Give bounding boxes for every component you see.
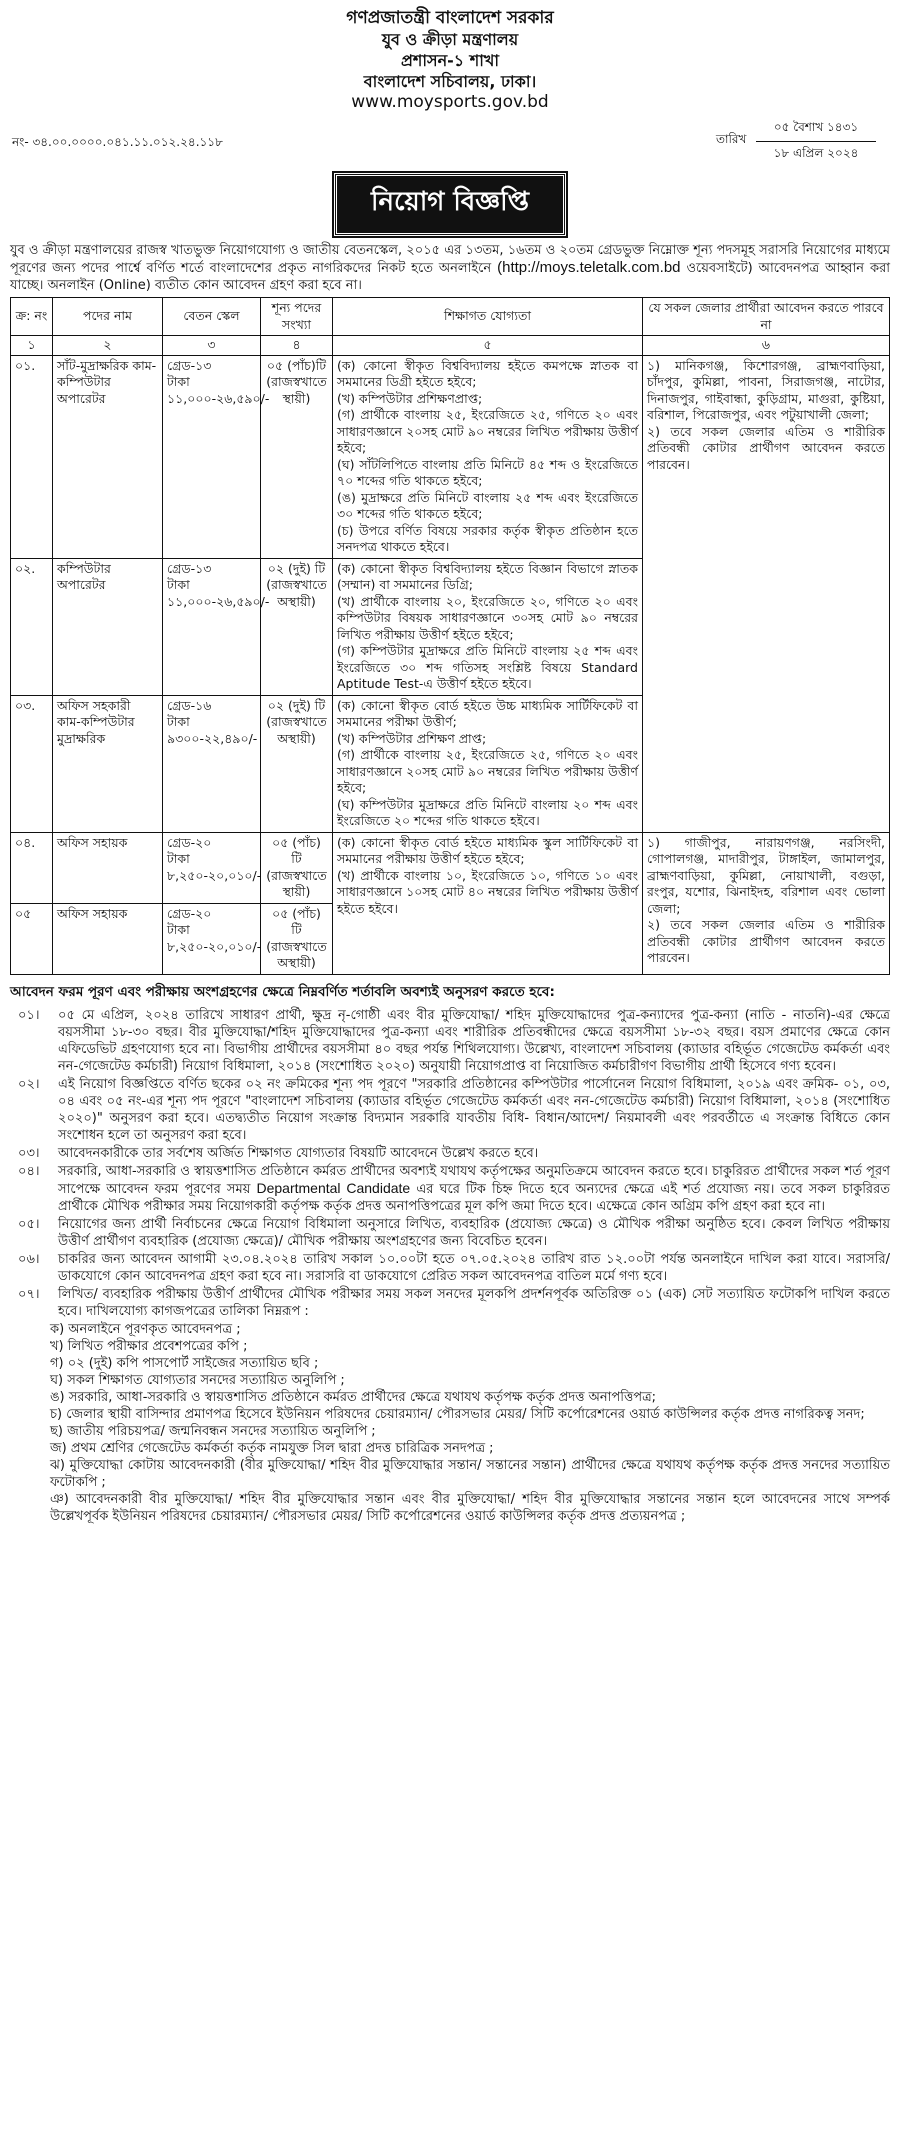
col-header-post: পদের নাম bbox=[53, 298, 163, 336]
table-header-row bbox=[11, 298, 890, 336]
col-header-sl: ক্র: নং bbox=[11, 298, 53, 336]
condition-item bbox=[10, 1163, 890, 1215]
branch-name: প্রশাসন-১ শাখা bbox=[400, 51, 500, 70]
condition-number: ০৭। bbox=[18, 1286, 40, 1302]
post-name: কম্পিউটার অপারেটর bbox=[53, 558, 163, 695]
quota-exception: ২) তবে সকল জেলার এতিম ও শারীরিক প্রতিবন্ধী কোটার প্রার্থীগণ আবেদন করতে পারবেন। bbox=[647, 917, 885, 965]
qualification-item: (ক) কোনো স্বীকৃত বোর্ড হইতে উচ্চ মাধ্যমিক সার্টিফিকেট বা সমমানের পরীক্ষা উত্তীর্ণ; bbox=[337, 697, 638, 729]
website-link[interactable]: www.moysports.gov.bd bbox=[351, 92, 549, 112]
document-list-item: ঞ) আবেদনকারী বীর মুক্তিযোদ্ধা/ শহিদ বীর মুক্তিযোদ্ধার সন্তান এবং বীর মুক্তিযোদ্ধা/ শহিদ বীর মুক্তিযোদ্ধার সন্তানের সন্তান হলে আবেদনের সাথে সম্পর্ক উল্লেখপূর্বক ইউনিয়ন পরিষদের চেয়ারম্যান/ পৌরসভার মেয়র/ সিটি কর্পোরেশনের ওয়ার্ড কাউন্সিলর কর্তৃক প্রদত্ত প্রত্যয়নপত্র ; bbox=[50, 1491, 890, 1524]
condition-text: চাকরির জন্য আবেদন আগামী ২৩.০৪.২০২৪ তারিখ সকাল ১০.০০টা হতে ০৭.০৫.২০২৪ তারিখ রাত ১২.০০টা পর্যন্ত অনলাইনে দাখিল করা যাবে। সরাসরি/ ডাকযোগে কোন আবেদনপত্র গ্রহণ করা হবে না। সরাসরি বা ডাকযোগে প্রেরিত সকল আবেদনপত্র বাতিল মর্মে গণ্য হবে। bbox=[58, 1251, 890, 1284]
document-list-item: ঝ) মুক্তিযোদ্ধা কোটায় আবেদনকারী (বীর মুক্তিযোদ্ধা/ শহিদ বীর মুক্তিযোদ্ধার সন্তান/ সন্তানের সন্তান) প্রার্থীদের ক্ষেত্রে যথাযথ কর্তৃপক্ষ কর্তৃক প্রদত্ত সনদের সত্যায়িত ফটোকপি ; bbox=[50, 1457, 890, 1490]
document-list-item: ঙ) সরকারি, আধা-সরকারি ও স্বায়ত্তশাসিত প্রতিষ্ঠানে কর্মরত প্রার্থীদের ক্ষেত্রে যথাযথ কর্তৃপক্ষ কর্তৃক প্রদত্ত অনাপত্তিপত্র; bbox=[50, 1389, 657, 1405]
col-number: ৩ bbox=[163, 336, 261, 356]
grade: গ্রেড-২০ bbox=[167, 905, 212, 921]
grade: গ্রেড-১৩ bbox=[167, 357, 212, 373]
intro-text: যুব ও ক্রীড়া মন্ত্রণালয়ের রাজস্ব খাতভুক্ত নিয়োগযোগ্য ও জাতীয় বেতনস্কেল, ২০১৫ এর ১৩তম, ১৬তম ও ২০তম গ্রেডভুক্ত নিম্নোক্ত শূন্য পদসমূহ সরাসরি নিয়োগের মাধ্যমে পূরণের জন্য পদের পার্শ্বে বর্ণিত শর্তে বাংলাদেশের প্রকৃত নাগরিকদের নিকট হতে অনলাইনে bbox=[10, 243, 890, 276]
document-list-item: খ) লিখিত পরীক্ষার প্রবেশপত্রের কপি ; bbox=[50, 1338, 248, 1354]
vacancy-type: (রাজস্বখাতে অস্থায়ী) bbox=[266, 714, 327, 746]
qualification-cell bbox=[333, 355, 643, 558]
pay-range: টাকা ১১,০০০-২৬,৫৯০/- bbox=[167, 577, 270, 609]
col-header-restricted-districts: যে সকল জেলার প্রার্থীরা আবেদন করতে পারবে না bbox=[643, 298, 890, 336]
qualification-item: (খ) প্রার্থীকে বাংলায় ২০, ইংরেজিতে ২০, গণিতে ২০ এবং কম্পিউটার বিষয়ক সাধারণজ্ঞানে ৩০সহ মোট ৯০ নম্বরের লিখিত পরীক্ষায় উত্তীর্ণ হইতে হইবে; bbox=[337, 593, 638, 642]
vacancy-type: (রাজস্বখাতে স্থায়ী) bbox=[266, 374, 327, 406]
intro-text-end: ওয়েবসাইটে) আবেদনপত্র আহ্বান করা যাচ্ছে। অনলাইন (Online) ব্যতীত কোন আবেদন গ্রহণ করা হবে না। bbox=[10, 261, 890, 293]
table-row bbox=[11, 832, 890, 903]
date-label: তারিখ bbox=[716, 132, 747, 146]
column-number-row bbox=[11, 336, 890, 356]
notice-title-banner: নিয়োগ বিজ্ঞপ্তি bbox=[334, 173, 566, 236]
condition-text-part: এর ঘরে টিক চিহ্ন দিতে হবে অন্যদের ক্ষেত্রে এই শর্ত প্রযোজ্য নয়। তবে সকল চাকুরিরত প্রার্থীকে মৌখিক পরীক্ষার সময় নিয়োগকারী কর্তৃপক্ষ কর্তৃক প্রদত্ত অনাপত্তিপত্রের মূল কপি জমা দিতে হবে। এক্ষেত্রে কোন অগ্রিম কপি গ্রহণ করা হবে না। bbox=[58, 1181, 890, 1214]
qualification-item: (চ) উপরে বর্ণিত বিষয়ে সরকার কর্তৃক স্বীকৃত প্রতিষ্ঠান হতে সনদপত্র থাকতে হইবে। bbox=[337, 522, 638, 554]
restricted-districts-list: ১) গাজীপুর, নারায়ণগঞ্জ, নরসিংদী, গোপালগঞ্জ, মাদারীপুর, টাঙ্গাইল, জামালপুর, ব্রাহ্মণবাড়িয়া, কুমিল্লা, নোয়াখালী, বগুড়া, রংপুর, যশোর, ঝিনাইদহ, বরিশাল এবং ভোলা জেলা; bbox=[647, 834, 885, 916]
condition-text: আবেদনকারীকে তার সর্বশেষ অর্জিত শিক্ষাগত যোগ্যতার বিষয়টি আবেদনে উল্লেখ করতে হবে। bbox=[58, 1145, 539, 1161]
government-name: গণপ্রজাতন্ত্রী বাংলাদেশ সরকার bbox=[346, 8, 554, 28]
qualification-item: (গ) প্রার্থীকে বাংলায় ২৫, ইংরেজিতে ২৫, গণিতে ২০ এবং সাধারণজ্ঞানে ২০সহ মোট ৯০ নম্বরের লিখিত পরীক্ষায় উত্তীর্ণ হইবে; bbox=[337, 407, 638, 455]
conditions-title: আবেদন ফরম পূরণ এবং পরীক্ষায় অংশগ্রহণের ক্ষেত্রে নিম্নবর্ণিত শর্তাবলি অবশ্যই অনুসরণ করতে হবে: bbox=[10, 983, 555, 1000]
vacancy-count bbox=[261, 558, 333, 695]
document-list-item: ছ) জাতীয় পরিচয়পত্র/ জন্মনিবন্ধন সনদের সত্যায়িত অনুলিপি ; bbox=[50, 1423, 376, 1439]
condition-number: ০৪। bbox=[18, 1163, 40, 1179]
condition-text: লিখিত/ ব্যবহারিক পরীক্ষায় উত্তীর্ণ প্রার্থীদের মৌখিক পরীক্ষার সময় সকল সনদের মূলকপি প্রদর্শনপূর্বক অতিরিক্ত ০১ (এক) সেট সত্যায়িত ফটোকপি দাখিল করতে হবে। দাখিলযোগ্য কাগজপত্রের তালিকা নিম্নরূপ : bbox=[58, 1286, 890, 1319]
document-list-item: জ) প্রথম শ্রেণির গেজেটেড কর্মকর্তা কর্তৃক নামযুক্ত সিল দ্বারা প্রদত্ত চারিত্রিক সনদপত্র ; bbox=[50, 1440, 494, 1456]
post-name: অফিস সহায়ক bbox=[53, 832, 163, 903]
qualification-item: (গ) কম্পিউটার মুদ্রাক্ষরে প্রতি মিনিটে বাংলায় ২৫ শব্দ এবং ইংরেজিতে ৩০ শব্দ গতিসহ সংশ্লিষ্ট বিষয়ে Standard Aptitude Test-এ উত্তীর্ণ হইতে হইবে। bbox=[337, 643, 638, 691]
qualification-item: (ঘ) সাঁটলিপিতে বাংলায় প্রতি মিনিটে ৪৫ শব্দ ও ইংরেজিতে ৭০ শব্দের গতি থাকতে হইবে; bbox=[337, 456, 638, 488]
intro-paragraph bbox=[10, 242, 890, 294]
condition-text: নিয়োগের জন্য প্রার্থী নির্বাচনের ক্ষেত্রে নিয়োগ বিধিমালা অনুসারে লিখিত, ব্যবহারিক (প্রযোজ্য ক্ষেত্রে) ও মৌখিক পরীক্ষা অনুষ্ঠিত হবে। কেবল লিখিত পরীক্ষায় উত্তীর্ণ প্রার্থীগণ ব্যবহারিক (প্রযোজ্য ক্ষেত্রে)/ মৌখিক পরীক্ষায় অংশগ্রহণের জন্য বিবেচিত হবেন। bbox=[58, 1216, 890, 1249]
vacancy-count bbox=[261, 695, 333, 832]
condition-text-part: সরকারি, আধা-সরকারি ও স্বায়ত্তশাসিত প্রতিষ্ঠানে কর্মরত প্রার্থীদের অবশ্যই যথাযথ কর্তৃপক্ষের অনুমতিক্রমে আবেদন করতে হবে। চাকুরিরত প্রার্থীদের সকল শর্ত পূরণ সাপেক্ষে আবেদন ফরম পূরণের সময় bbox=[58, 1163, 890, 1197]
office-location: বাংলাদেশ সচিবালয়, ঢাকা। bbox=[363, 72, 537, 91]
vacancy-number: ০২ (দুই) টি bbox=[267, 560, 326, 576]
serial-number: ০২. bbox=[11, 558, 53, 695]
restricted-districts-list: ১) মানিকগঞ্জ, কিশোরগঞ্জ, ব্রাহ্মণবাড়িয়া, চাঁদপুর, কুমিল্লা, পাবনা, সিরাজগঞ্জ, নাটোর, দিনাজপুর, গাইবান্ধা, কুড়িগ্রাম, মাগুরা, কুষ্টিয়া, বরিশাল, পিরোজপুর, এবং পটুয়াখালী জেলা; bbox=[647, 357, 885, 422]
condition-text: এই নিয়োগ বিজ্ঞপ্তিতে বর্ণিত ছকের ০২ নং ক্রমিকের শূন্য পদ পূরণে "সরকারি প্রতিষ্ঠানের কম্পিউটার পার্সোনেল নিয়োগ বিধিমালা, ২০১৯ এবং ক্রমিক- ০১, ০৩, ০৪ এবং ০৫ নং-এর শূন্য পদ পূরণে "বাংলাদেশ সচিবালয় (ক্যাডার বহির্ভূত গেজেটেড কর্মকর্তা এবং নন-গেজেটেড কর্মচারী) নিয়োগ বিধিমালা, ২০১৪ (সংশোধিত ২০২০)" অনুসরণ করা হবে। এতদ্ব্যতীত নিয়োগ সংক্রান্ত বিদ্যমান সরকারি যাবতীয় বিধি- বিধান/আদেশ/ নিয়মাবলী এবং পরবর্তীতে এ সংক্রান্ত বিধিতে কোন সংশোধন হলে তা অনুসরণ করা হবে। bbox=[58, 1076, 890, 1143]
vacancy-type: (রাজস্বখাতে অস্থায়ী) bbox=[266, 577, 327, 609]
pay-scale bbox=[163, 695, 261, 832]
pay-range: টাকা ৮,২৫০-২০,০১০/- bbox=[167, 922, 262, 954]
grade: গ্রেড-১৩ bbox=[167, 560, 212, 576]
vacancy-count bbox=[261, 903, 333, 974]
reference-number: নং- ৩৪.০০.০০০০.০৪১.১১.০১২.২৪.১১৮ bbox=[12, 135, 223, 149]
ministry-name: যুব ও ক্রীড়া মন্ত্রণালয় bbox=[381, 30, 519, 49]
document-list-item: গ) ০২ (দুই) কপি পাসপোর্ট সাইজের সত্যায়িত ছবি ; bbox=[50, 1355, 319, 1371]
document-list-item: ক) অনলাইনে পূরণকৃত আবেদনপত্র ; bbox=[50, 1321, 241, 1337]
qualification-item: (ক) কোনো স্বীকৃত বিশ্ববিদ্যালয় হইতে বিজ্ঞান বিভাগে স্নাতক (সম্মান) বা সমমানের ডিগ্রি; bbox=[337, 560, 638, 592]
condition-number: ০৩। bbox=[18, 1145, 40, 1161]
document-list-item: ঘ) সকল শিক্ষাগত যোগ্যতার সনদের সত্যায়িত অনুলিপি ; bbox=[50, 1372, 345, 1388]
qualification-item: (ক) কোনো স্বীকৃত বোর্ড হইতে মাধ্যমিক স্কুল সার্টিফিকেট বা সমমানের পরীক্ষায় উত্তীর্ণ হইতে হইবে; bbox=[337, 834, 638, 866]
qualification-item: (খ) কম্পিউটার প্রশিক্ষণপ্রাপ্ত; bbox=[337, 390, 483, 406]
col-number: ২ bbox=[53, 336, 163, 356]
qualification-cell bbox=[333, 695, 643, 832]
pay-scale bbox=[163, 558, 270, 695]
condition-item bbox=[10, 1251, 890, 1285]
condition-item bbox=[10, 1076, 890, 1144]
vacancy-number: ০৫ (পাঁচ) টি bbox=[272, 905, 321, 937]
col-number: ৪ bbox=[261, 336, 333, 356]
qualification-cell bbox=[333, 832, 643, 974]
condition-number: ০৫। bbox=[18, 1216, 40, 1232]
vacancy-count bbox=[261, 355, 333, 558]
conditions-list bbox=[10, 1007, 890, 1525]
grade: গ্রেড-২০ bbox=[167, 834, 212, 850]
qualification-item: (ক) কোনো স্বীকৃত বিশ্ববিদ্যালয় হইতে কমপক্ষে স্নাতক বা সমমানের ডিগ্রী হইতে হইবে; bbox=[337, 357, 638, 389]
col-number: ৫ bbox=[333, 336, 643, 356]
condition-item bbox=[10, 1286, 890, 1320]
vacancy-number: ০২ (দুই) টি bbox=[267, 697, 326, 713]
departmental-candidate-term: Departmental Candidate bbox=[256, 1179, 411, 1196]
post-name: অফিস সহকারী কাম-কম্পিউটার মুদ্রাক্ষরিক bbox=[53, 695, 163, 832]
qualification-item: (ঘ) কম্পিউটার মুদ্রাক্ষরে প্রতি মিনিটে বাংলায় ২০ শব্দ এবং ইংরেজিতে ২০ শব্দের গতি থাকতে হইবে। bbox=[337, 796, 638, 828]
condition-item bbox=[10, 1007, 890, 1075]
condition-text: ০৫ মে এপ্রিল, ২০২৪ তারিখে সাধারণ প্রার্থী, ক্ষুদ্র নৃ-গোষ্ঠী এবং বীর মুক্তিযোদ্ধা/ শহিদ মুক্তিযোদ্ধাদের পুত্র-কন্যাদের পুত্র-কন্যা (নাতি - নাতনি)-এর ক্ষেত্রে বয়সসীমা ১৮-৩০ বছর। বীর মুক্তিযোদ্ধা/শহিদ মুক্তিযোদ্ধাদের পুত্র-কন্যা এবং শারীরিক প্রতিবন্ধীদের ক্ষেত্রে বয়সসীমা ১৮-৩২ বছর। বয়স প্রমাণের ক্ষেত্রে কোন এফিডেভিট গ্রহণযোগ্য হবে না। বিভাগীয় প্রার্থীদের বয়সসীমা ৪০ বছর পর্যন্ত শিথিলযোগ্য। উল্লেখ্য, বাংলাদেশ সচিবালয় (ক্যাডার বহির্ভূত গেজেটেড কর্মকর্তা এবং নন-গেজেটেড কর্মচারী) নিয়োগ বিধিমালা, ২০১৪ (সংশোধিত ২০২০) অনুযায়ী নিয়োগপ্রাপ্ত বা নিয়োজিত কর্মচারীগণ বিভাগীয় প্রার্থী হিসেবে গণ্য হবেন। bbox=[58, 1007, 890, 1074]
qualification-item: (গ) প্রার্থীকে বাংলায় ২৫, ইংরেজিতে ২৫, গণিতে ২০ এবং সাধারণজ্ঞানে ২০সহ মোট ৯০ নম্বরের লিখিত পরীক্ষায় উত্তীর্ণ হইবে; bbox=[337, 747, 638, 795]
quota-exception: ২) তবে সকল জেলার এতিম ও শারীরিক প্রতিবন্ধী কোটার প্রার্থীগণ আবেদন করতে পারবেন। bbox=[647, 423, 885, 472]
pay-range: টাকা ৯৩০০-২২,৪৯০/- bbox=[167, 714, 258, 746]
serial-number: ০৪. bbox=[11, 832, 53, 903]
col-number: ৬ bbox=[643, 336, 890, 356]
memo-row bbox=[10, 113, 890, 163]
pay-range: টাকা ১১,০০০-২৬,৫৯০/- bbox=[167, 374, 270, 406]
teletalk-link[interactable]: (http://moys.teletalk.com.bd bbox=[497, 259, 681, 276]
col-header-pay: বেতন স্কেল bbox=[163, 298, 261, 336]
col-header-qualification: শিক্ষাগত যোগ্যতা bbox=[333, 298, 643, 336]
vacancy-table bbox=[10, 297, 890, 975]
vacancy-number: ০৫ (পাঁচ)টি bbox=[266, 357, 327, 373]
condition-text bbox=[58, 1163, 890, 1215]
col-header-vacancy: শূন্য পদের সংখ্যা bbox=[261, 298, 333, 336]
restricted-districts-cell bbox=[643, 355, 890, 832]
qualification-item: (খ) কম্পিউটার প্রশিক্ষণ প্রাপ্ত; bbox=[337, 730, 487, 746]
qualification-item: (ঙ) মুদ্রাক্ষরে প্রতি মিনিটে বাংলায় ২৫ শব্দ এবং ইংরেজিতে ৩০ শব্দের গতি থাকতে হইবে; bbox=[337, 489, 638, 521]
post-name: সাঁট-মুদ্রাক্ষরিক কাম-কম্পিউটার অপারেটর bbox=[53, 355, 163, 558]
serial-number: ০৩. bbox=[11, 695, 53, 832]
pay-range: টাকা ৮,২৫০-২০,০১০/- bbox=[167, 851, 262, 883]
date-bangla: ০৫ বৈশাখ ১৪৩১ bbox=[756, 119, 876, 142]
office-header bbox=[10, 0, 890, 113]
serial-number: ০১. bbox=[11, 355, 53, 558]
grade: গ্রেড-১৬ bbox=[167, 697, 212, 713]
pay-scale bbox=[163, 355, 270, 558]
document-list-item: চ) জেলার স্থায়ী বাসিন্দার প্রমাণপত্র হিসেবে ইউনিয়ন পরিষদের চেয়ারম্যান/ পৌরসভার মেয়র/ সিটি কর্পোরেশনের ওয়ার্ড কাউন্সিলর কর্তৃক প্রদত্ত নাগরিকত্ব সনদ; bbox=[50, 1406, 865, 1422]
memo-date bbox=[716, 119, 876, 165]
date-english: ১৮ এপ্রিল ২০২৪ bbox=[773, 146, 859, 160]
condition-number: ০২। bbox=[18, 1076, 40, 1092]
vacancy-count bbox=[261, 832, 333, 903]
pay-scale bbox=[163, 832, 261, 903]
col-number: ১ bbox=[11, 336, 53, 356]
qualification-cell bbox=[333, 558, 643, 695]
condition-number: ০১। bbox=[18, 1007, 40, 1023]
condition-item bbox=[10, 1216, 890, 1250]
condition-item bbox=[10, 1145, 890, 1162]
post-name: অফিস সহায়ক bbox=[53, 903, 163, 974]
restricted-districts-cell bbox=[643, 832, 890, 974]
vacancy-type: (রাজস্বখাতে স্থায়ী) bbox=[266, 867, 327, 899]
pay-scale bbox=[163, 903, 261, 974]
vacancy-type: (রাজস্বখাতে অস্থায়ী) bbox=[266, 938, 327, 970]
table-row bbox=[11, 355, 890, 558]
condition-number: ০৬। bbox=[18, 1251, 40, 1267]
qualification-item: (খ) প্রার্থীকে বাংলায় ১০, ইংরেজিতে ১০, গণিতে ১০ এবং সাধারণজ্ঞানে ১০সহ মোট ৪০ নম্বরের লিখিত পরীক্ষায় উত্তীর্ণ হইতে হইবে। bbox=[337, 867, 638, 916]
serial-number: ০৫ bbox=[11, 903, 53, 974]
vacancy-number: ০৫ (পাঁচ) টি bbox=[272, 834, 321, 866]
